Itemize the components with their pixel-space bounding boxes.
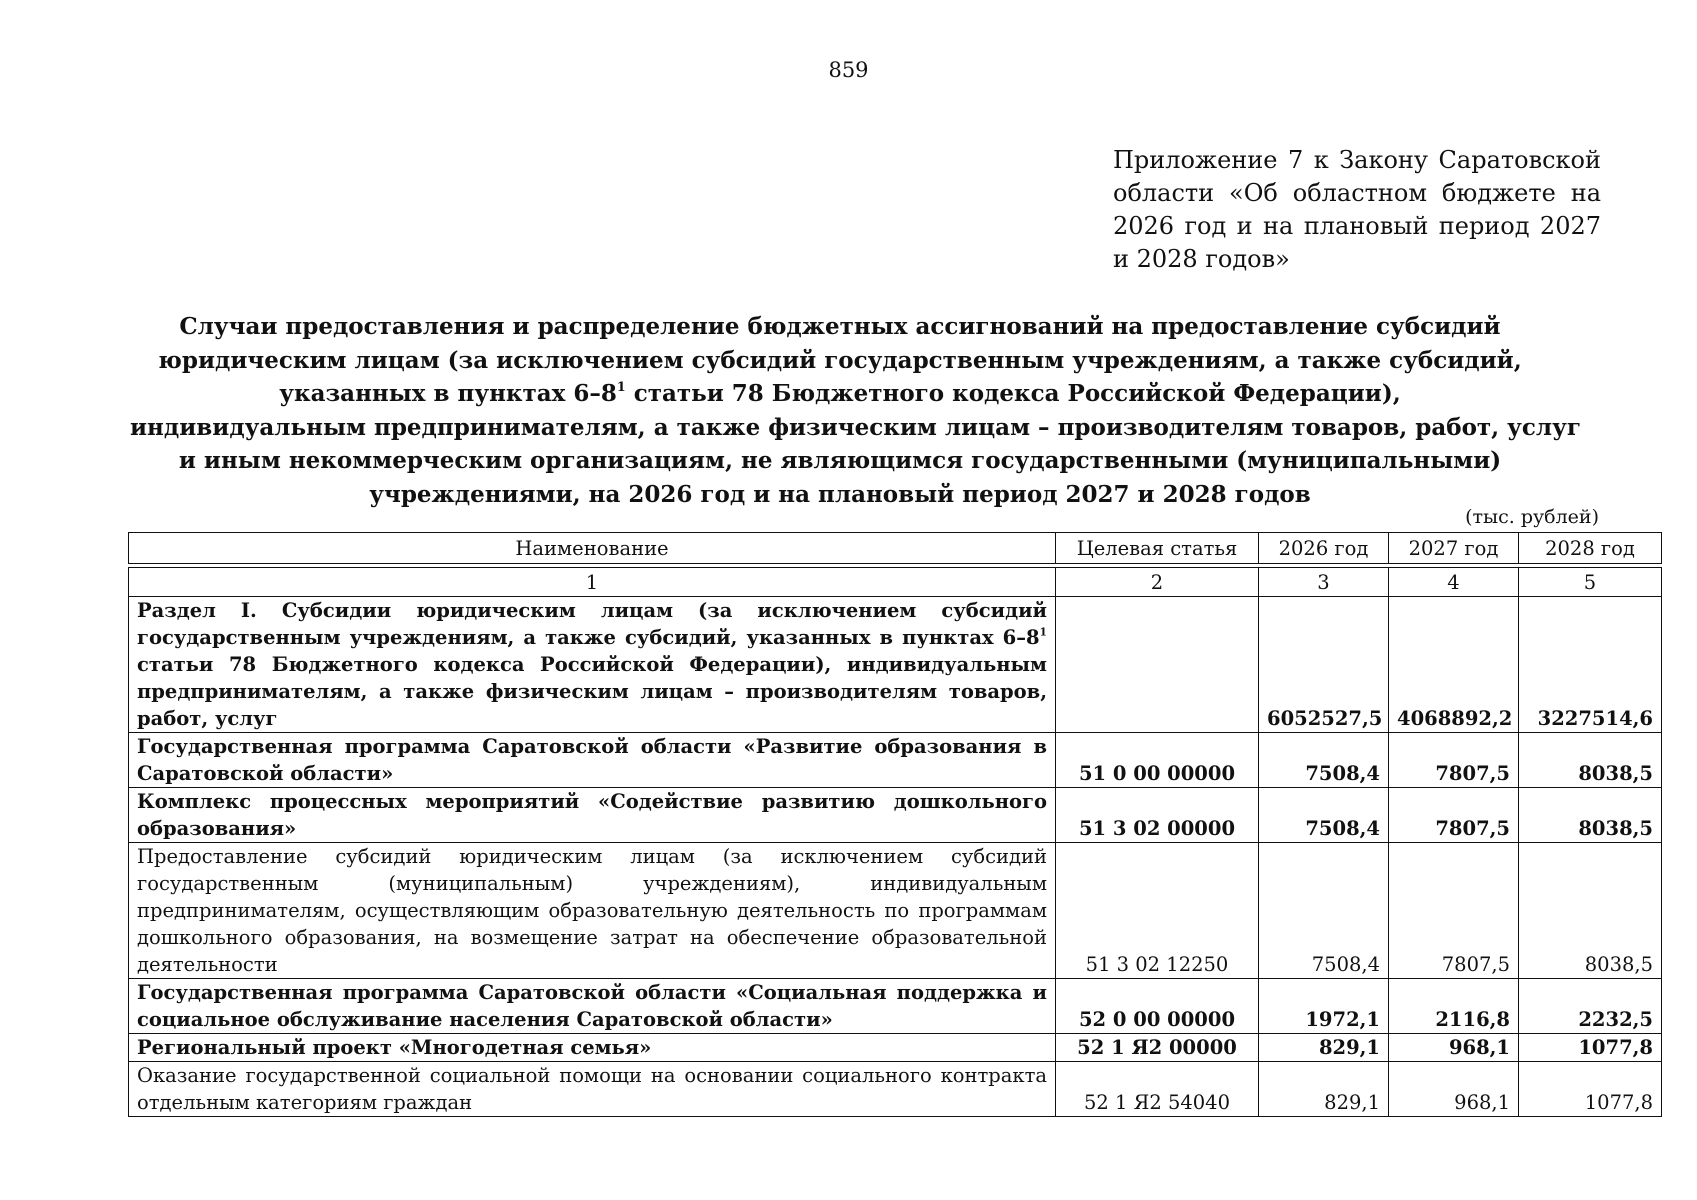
title-line-5: и иным некоммерческим организациям, не являющимся государственными (муниципальными) [178, 447, 1502, 474]
row-code: 51 3 02 00000 [1056, 788, 1259, 843]
row-2027: 968,1 [1389, 1034, 1519, 1062]
header-code: Целевая статья [1056, 533, 1259, 564]
row-2028: 3227514,6 [1519, 597, 1662, 733]
row-name [129, 597, 1056, 733]
title-line-1: Случаи предоставления и распределение бюджетных ассигнований на предоставление субсидий [179, 313, 1501, 340]
row-2028: 8038,5 [1519, 843, 1662, 979]
row-2028: 8038,5 [1519, 733, 1662, 788]
row-2027: 4068892,2 [1389, 597, 1519, 733]
units-label: (тыс. рублей) [1465, 506, 1599, 528]
document-title [130, 310, 1581, 511]
table-row [129, 597, 1662, 733]
row-2026: 1972,1 [1259, 979, 1389, 1034]
budget-table [128, 532, 1662, 1117]
title-line-6: учреждениями, на 2026 год и на плановый период 2027 и 2028 годов [369, 480, 1311, 508]
row-2028: 8038,5 [1519, 788, 1662, 843]
row-name: Оказание государственной социальной помощи на основании социального контракта отдельным категориям граждан [129, 1062, 1056, 1117]
row-2027: 7807,5 [1389, 843, 1519, 979]
column-number: 3 [1259, 568, 1389, 597]
row-2027: 7807,5 [1389, 788, 1519, 843]
row-code: 52 0 00 00000 [1056, 979, 1259, 1034]
column-number: 2 [1056, 568, 1259, 597]
header-2027: 2027 год [1389, 533, 1519, 564]
row-code: 52 1 Я2 54040 [1056, 1062, 1259, 1117]
table-row [129, 1034, 1662, 1062]
table-row [129, 843, 1662, 979]
row-code: 52 1 Я2 00000 [1056, 1034, 1259, 1062]
row-name: Предоставление субсидий юридическим лицам (за исключением субсидий государственным (муниципальным) учреждениям), индивидуальным предпринимателям, осуществляющим образовательную деятельность по программам дошкольного образования, на возмещение затрат на обеспечение образовательной деятельности [129, 843, 1056, 979]
row-code [1056, 597, 1259, 733]
table-row [129, 733, 1662, 788]
row-2026: 829,1 [1259, 1062, 1389, 1117]
title-superscript: 1 [616, 378, 626, 394]
row-2028: 1077,8 [1519, 1034, 1662, 1062]
row-name: Комплекс процессных мероприятий «Содействие развитию дошкольного образования» [129, 788, 1056, 843]
table-header-row [129, 533, 1662, 564]
row-name: Государственная программа Саратовской области «Развитие образования в Саратовской области» [129, 733, 1056, 788]
title-line-2: юридическим лицам (за исключением субсидий государственным учреждениям, а также субсидий, [158, 346, 1522, 374]
header-2026: 2026 год [1259, 533, 1389, 564]
row-2027: 2116,8 [1389, 979, 1519, 1034]
row-2027: 968,1 [1389, 1062, 1519, 1117]
header-2028: 2028 год [1519, 533, 1662, 564]
appendix-note: Приложение 7 к Закону Саратовской области «Об областном бюджете на 2026 год и на плановый период 2027 и 2028 годов» [1113, 146, 1601, 273]
title-line-3 [130, 377, 1550, 411]
table-row [129, 979, 1662, 1034]
title-line-4: индивидуальным предпринимателям, а также физическим лицам – производителям товаров, работ, услуг [130, 413, 1581, 441]
table-row [129, 1062, 1662, 1117]
row-name: Региональный проект «Многодетная семья» [129, 1034, 1056, 1062]
column-number-row [129, 568, 1662, 597]
title-line-3-start: указанных в пунктах 6–8 [279, 380, 617, 407]
row-2026: 6052527,5 [1259, 597, 1389, 733]
row-2026: 829,1 [1259, 1034, 1389, 1062]
table-row [129, 788, 1662, 843]
row-2028: 1077,8 [1519, 1062, 1662, 1117]
column-number: 4 [1389, 568, 1519, 597]
row-2026: 7508,4 [1259, 843, 1389, 979]
row-2026: 7508,4 [1259, 788, 1389, 843]
row-2027: 7807,5 [1389, 733, 1519, 788]
row-code: 51 3 02 12250 [1056, 843, 1259, 979]
row-name-end: статьи 78 Бюджетного кодекса Российской Федерации), индивидуальным предпринимателям, а также физическим лицам – производителям товаров, работ, услуг [137, 653, 1047, 730]
page-number: 859 [828, 58, 869, 82]
column-number: 1 [129, 568, 1056, 597]
header-name: Наименование [129, 533, 1056, 564]
row-2026: 7508,4 [1259, 733, 1389, 788]
row-name: Государственная программа Саратовской области «Социальная поддержка и социальное обслуживание населения Саратовской области» [129, 979, 1056, 1034]
row-name-superscript: 1 [1039, 625, 1047, 639]
row-name-start: Раздел I. Субсидии юридическим лицам (за исключением субсидий государственным учреждениям, а также субсидий, указанных в пунктах 6–8 [137, 599, 1047, 649]
row-code: 51 0 00 00000 [1056, 733, 1259, 788]
row-2028: 2232,5 [1519, 979, 1662, 1034]
title-line-3-end: статьи 78 Бюджетного кодекса Российской Федерации), [625, 380, 1401, 407]
column-number: 5 [1519, 568, 1662, 597]
